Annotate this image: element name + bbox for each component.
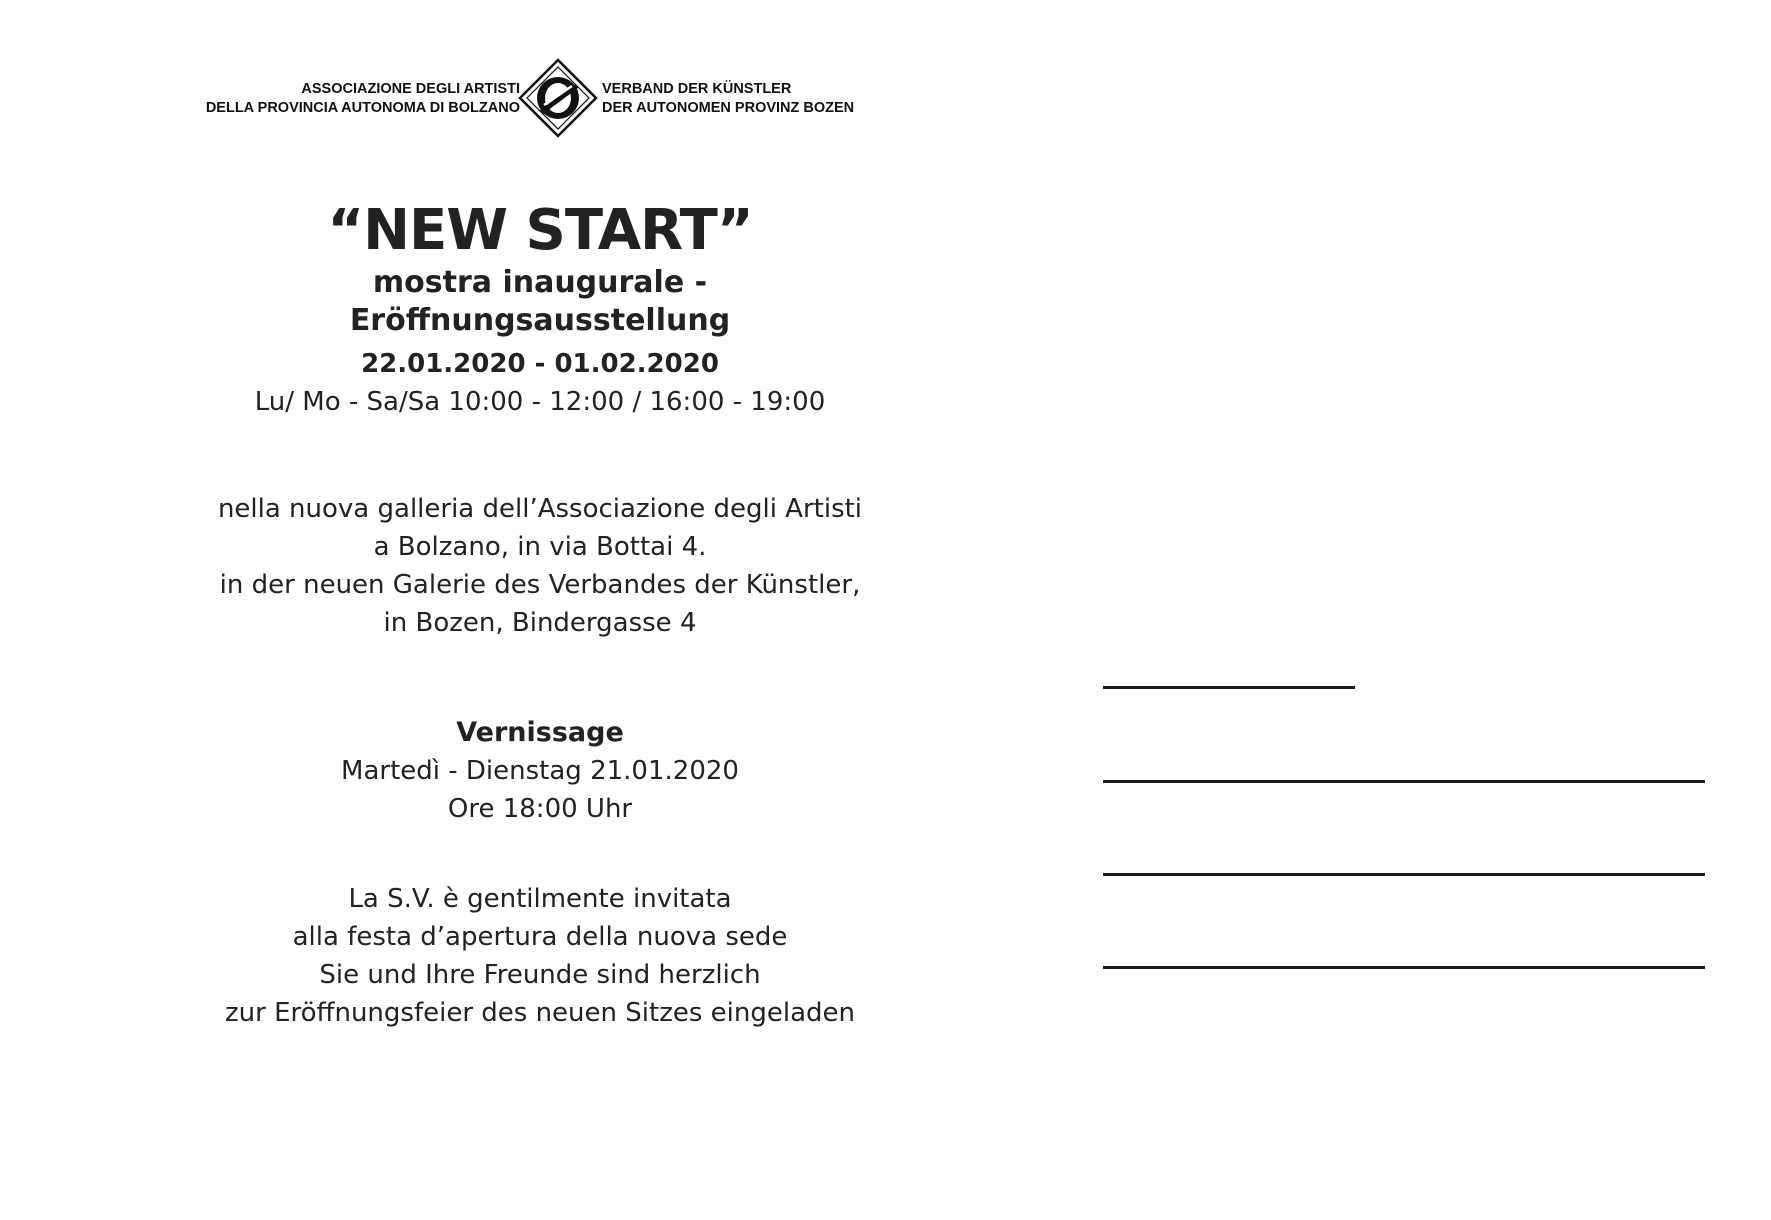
invitation-message [190, 880, 890, 1032]
venue-line-2: a Bolzano, in via Bottai 4. [373, 532, 707, 562]
association-header [150, 56, 890, 146]
venue-line-4: in Bozen, Bindergasse 4 [383, 608, 697, 638]
header-german-line-2: DER AUTONOMEN PROVINZ BOZEN [602, 100, 855, 116]
address-line-1 [1103, 686, 1355, 689]
invite-line-3: Sie und Ihre Freunde sind herzlich [319, 960, 761, 990]
address-line-4 [1103, 966, 1705, 969]
venue-description [190, 490, 890, 642]
venue-line-1: nella nuova galleria dell’Associazione degli Artisti [217, 494, 863, 524]
exhibition-subtitle: mostra inaugurale - Eröffnungsausstellung [349, 265, 731, 338]
invite-line-4: zur Eröffnungsfeier des neuen Sitzes eingeladen [225, 998, 855, 1028]
header-german-name [602, 80, 854, 118]
venue-line-3: in der neuen Galerie des Verbandes der Künstler, [219, 570, 861, 600]
diamond-circle-logo-icon [518, 58, 598, 138]
address-line-3 [1103, 873, 1705, 876]
header-italian-line-1: ASSOCIAZIONE DEGLI ARTISTI [301, 81, 520, 97]
header-italian-name [206, 80, 520, 118]
vernissage-time: Ore 18:00 Uhr [447, 794, 633, 824]
invite-line-1: La S.V. è gentilmente invitata [348, 884, 732, 914]
vernissage-date: Martedì - Dienstag 21.01.2020 [341, 756, 739, 786]
exhibition-dates: 22.01.2020 - 01.02.2020 [361, 349, 719, 379]
vernissage-heading: Vernissage [456, 717, 624, 748]
invitation-text-column [190, 200, 890, 1032]
opening-hours: Lu/ Mo - Sa/Sa 10:00 - 12:00 / 16:00 - 19:00 [254, 387, 826, 417]
address-line-2 [1103, 780, 1705, 783]
exhibition-title: “NEW START” [327, 198, 753, 263]
header-german-line-1: VERBAND DER KÜNSTLER [602, 81, 792, 97]
header-italian-line-2: DELLA PROVINCIA AUTONOMA DI BOLZANO [205, 100, 520, 116]
invite-line-2: alla festa d’apertura della nuova sede [292, 922, 788, 952]
